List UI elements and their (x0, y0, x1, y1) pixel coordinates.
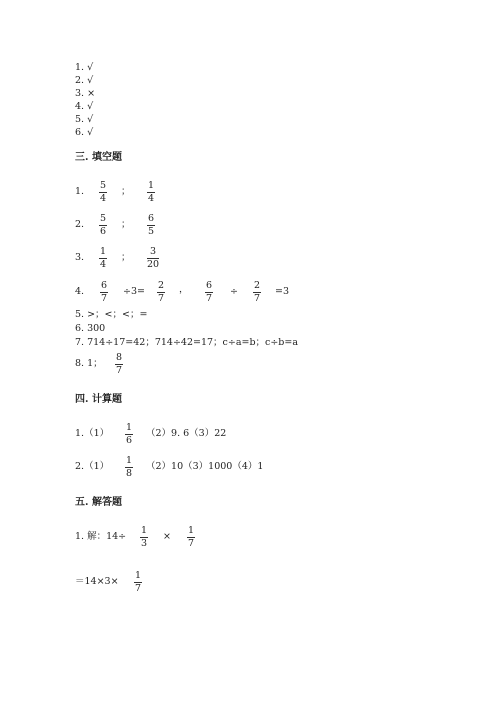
fill-q2-label: 2. (75, 219, 85, 230)
fill-q4-operator-2: ÷ (230, 286, 238, 297)
fill-q4-result: =3 (275, 286, 290, 297)
calc-q2-label: 2.（1） (75, 461, 110, 472)
fill-q2-fraction-b: 6 5 (148, 213, 155, 237)
fill-q3-fraction-a: 1 4 (100, 246, 107, 270)
judge-item-3: 3. × (75, 88, 96, 99)
fill-q2-fraction-a: 5 6 (100, 213, 107, 237)
judge-item-1: 1. √ (75, 62, 94, 73)
calc-heading: 四. 计算题 (75, 394, 122, 405)
calc-q2-fraction: 1 8 (126, 455, 133, 479)
judge-item-6: 6. √ (75, 127, 94, 138)
solve-q1-fraction-2: 1 7 (188, 525, 195, 549)
judge-item-5: 5. √ (75, 114, 94, 125)
fill-q1-fraction-b: 1 4 (148, 180, 155, 204)
calc-q2-rest: （2）10（3）1000（4）1 (146, 461, 264, 472)
fill-q3-fraction-b: 3 20 (147, 246, 160, 270)
fill-q2-separator: ； (121, 219, 131, 230)
fill-q4-label: 4. (75, 286, 85, 297)
fill-q4-operator-1: ÷3= (123, 286, 145, 297)
judge-item-2: 2. √ (75, 75, 94, 86)
solve-heading: 五. 解答题 (75, 497, 122, 508)
fill-q8-label: 8. 1； (75, 358, 103, 369)
calc-q1-rest: （2）9. 6（3）22 (146, 428, 227, 439)
fill-q4-comma: ， (179, 284, 189, 295)
calc-q1-fraction: 1 6 (126, 422, 133, 446)
fill-q3-separator: ； (121, 252, 131, 263)
calc-q1-label: 1.（1） (75, 428, 110, 439)
fill-q5: 5. >；<；<；= (75, 309, 148, 320)
fill-q6: 6. 300 (75, 323, 106, 334)
fill-q4-fraction-1: 6 7 (101, 280, 108, 304)
fill-q1-label: 1. (75, 186, 85, 197)
fill-q7: 7. 714÷17=42；714÷42=17；c÷a=b；c÷b=a (75, 337, 299, 348)
solve-q1-times: × (163, 531, 171, 542)
fill-q8-fraction: 8 7 (116, 352, 123, 376)
solve-q1-line2: ＝14×3× (75, 576, 119, 587)
fill-q1-separator: ； (121, 186, 131, 197)
fill-heading: 三. 填空题 (75, 152, 122, 163)
judge-item-4: 4. √ (75, 101, 94, 112)
solve-q1-label: 1. 解：14÷ (75, 531, 127, 542)
fill-q4-fraction-2: 2 7 (158, 280, 165, 304)
fill-q4-fraction-3: 6 7 (206, 280, 213, 304)
fill-q3-label: 3. (75, 252, 85, 263)
fill-q1-fraction-a: 5 4 (100, 180, 107, 204)
fill-q4-fraction-4: 2 7 (254, 280, 261, 304)
solve-q1-fraction-1: 1 3 (141, 525, 148, 549)
solve-q1-fraction-3: 1 7 (135, 570, 142, 594)
